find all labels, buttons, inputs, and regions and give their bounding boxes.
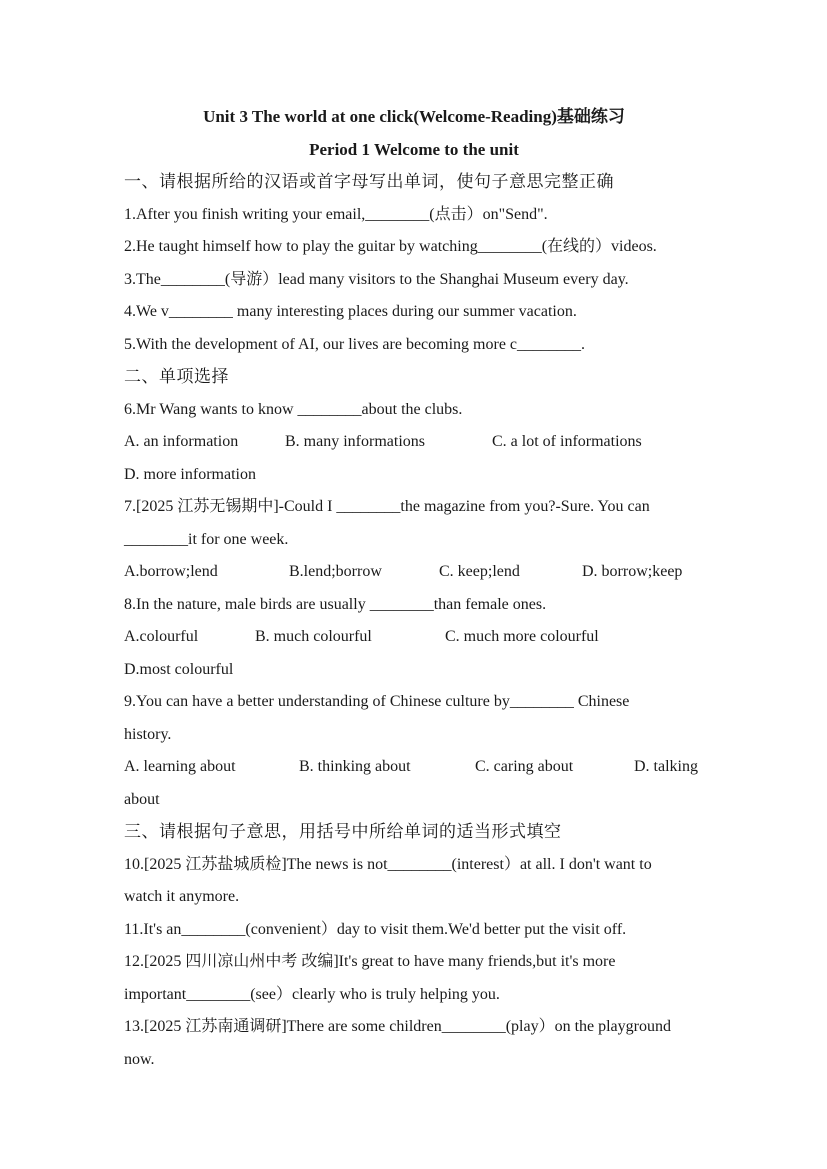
question-6-option-c: C. a lot of informations [492,433,642,450]
question-3: 3.The________(导游）lead many visitors to the Shanghai Museum every day. [124,270,629,288]
question-1: 1.After you finish writing your email,________(点击）on"Send". [124,205,548,223]
question-8-option-c: C. much more colourful [445,628,599,645]
question-6-option-d: D. more information [124,465,256,483]
question-8-options [124,621,704,654]
question-9-options [124,751,704,784]
question-8-stem: 8.In the nature, male birds are usually ________than female ones. [124,595,547,613]
question-6-options [124,426,704,459]
question-11: 11.It's an________(convenient）day to visit them.We'd better put the visit off. [124,920,627,938]
page-title: Unit 3 The world at one click(Welcome-Reading)基础练习 [203,107,625,126]
question-9-option-d: D. talking [634,758,698,775]
question-2: 2.He taught himself how to play the guitar by watching________(在线的）videos. [124,238,657,255]
question-7-option-d: D. borrow;keep [582,563,683,580]
question-9-stem-line2: history. [124,725,172,743]
question-8-option-a: A.colourful [124,628,199,645]
question-10-line1: 10.[2025 江苏盐城质检]The news is not________(interest）at all. I don't want to [124,855,652,873]
question-9-option-c: C. caring about [475,758,574,775]
section-1-heading: 一、请根据所给的汉语或首字母写出单词，使句子意思完整正确 [124,172,614,191]
question-7-option-b: B.lend;borrow [289,563,382,580]
worksheet-content [124,101,704,1076]
question-8-option-b: B. much colourful [255,628,372,645]
question-12-line1: 12.[2025 四川凉山州中考 改编]It's great to have many friends,but it's more [124,953,616,970]
question-7-option-a: A.borrow;lend [124,563,218,580]
question-7-option-c: C. keep;lend [439,563,520,580]
question-6-stem: 6.Mr Wang wants to know ________about the clubs. [124,400,463,418]
question-7-stem-line1: 7.[2025 江苏无锡期中]-Could I ________the magazine from you?-Sure. You can [124,498,650,515]
question-9-option-d-wrap: about [124,790,160,808]
question-9-option-b: B. thinking about [299,758,411,775]
question-7-stem-line2: ________it for one week. [124,530,289,548]
section-3-heading: 三、请根据句子意思，用括号中所给单词的适当形式填空 [124,822,562,841]
question-9-option-a: A. learning about [124,758,236,775]
question-4: 4.We v________ many interesting places during our summer vacation. [124,303,577,320]
question-5: 5.With the development of AI, our lives are becoming more c________. [124,335,586,353]
section-2-heading: 二、单项选择 [124,367,229,386]
question-6-option-b: B. many informations [285,433,425,450]
question-8-option-d: D.most colourful [124,660,234,678]
question-13-line1: 13.[2025 江苏南通调研]There are some children________(play）on the playground [124,1018,671,1035]
question-6-option-a: A. an information [124,433,239,450]
question-7-options [124,556,704,589]
question-12-line2: important________(see）clearly who is truly helping you. [124,985,500,1003]
question-13-line2: now. [124,1050,155,1068]
question-10-line2: watch it anymore. [124,888,240,905]
question-9-stem-line1: 9.You can have a better understanding of Chinese culture by________ Chinese [124,693,630,710]
page-subtitle: Period 1 Welcome to the unit [309,139,519,159]
